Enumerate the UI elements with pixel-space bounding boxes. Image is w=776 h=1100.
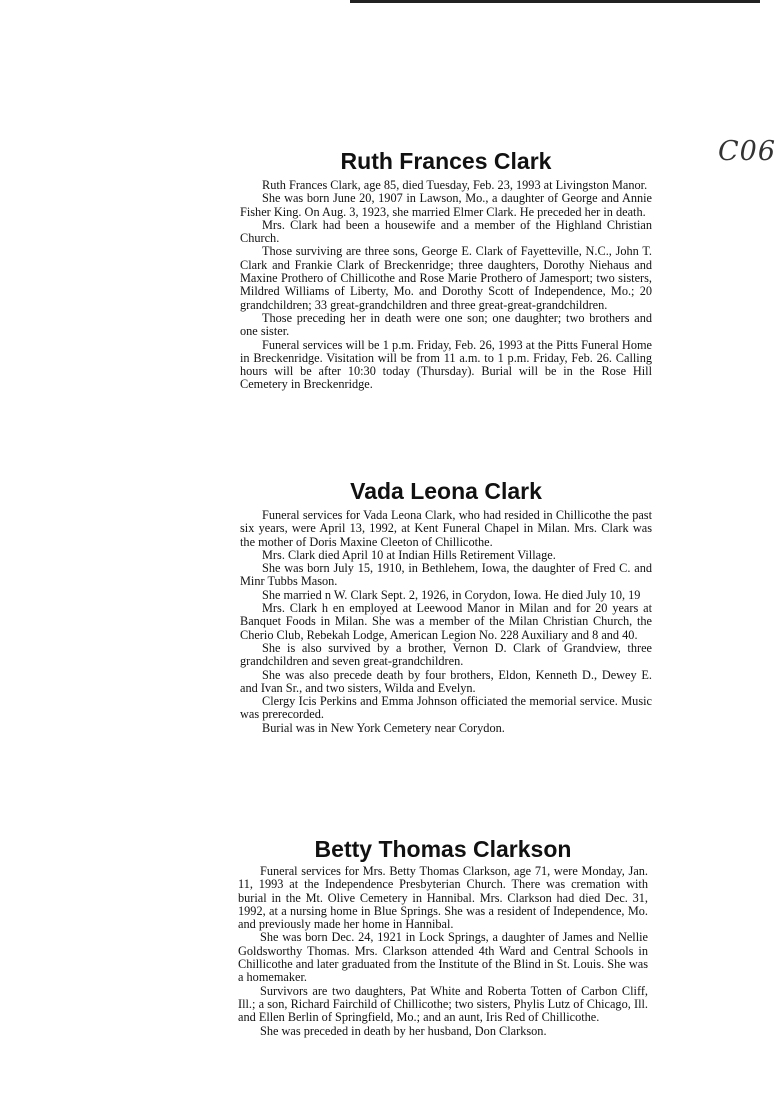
obituary-paragraph: Ruth Frances Clark, age 85, died Tuesday, Feb. 23, 1993 at Livingston Manor. [262,178,648,192]
obituary-ruth-frances-clark [240,148,652,392]
obituary-paragraph: Funeral services will be 1 p.m. Friday, Feb. 26, 1993 at the Pitts Funeral Home in Breckenridge. Visitation will be from 11 a.m. to 1 p.m. Friday, Feb. 26. Calling hours will be after 10:30 today (Thursday). Burial will be in the Rose Hill Cemetery in Breckenridge. [240,337,652,392]
obituary-paragraph: Those preceding her in death were one son; one daughter; two brothers and one sister. [240,310,652,339]
obituary-paragraph: Mrs. Clark had been a housewife and a member of the Highland Christian Church. [240,217,652,246]
obituary-paragraph: She is also survived by a brother, Vernon D. Clark of Grandview, three grandchildren and seven great-grandchildren. [240,640,652,669]
obituary-paragraph: She was born July 15, 1910, in Bethlehem, Iowa, the daughter of Fred C. and Minr Tubbs Mason. [240,561,652,589]
obituary-paragraph: She was also precede death by four brothers, Eldon, Kenneth D., Dewey E. and Ivan Sr., and two sisters, Wilda and Evelyn. [240,667,652,695]
obituary-paragraph: Mrs. Clark died April 10 at Indian Hills Retirement Village. [262,547,556,562]
obituary-paragraph: She married n W. Clark Sept. 2, 1926, in Corydon, Iowa. He died July 10, 19 [262,587,641,602]
obituary-title: Betty Thomas Clarkson [314,836,572,862]
obituary-paragraph: She was born Dec. 24, 1921 in Lock Springs, a daughter of James and Nellie Goldsworthy Thomas. Mrs. Clarkson attended 4th Ward and Central Schools in Chillicothe and later graduated from the Institute of the Blind in St. Louis. She was a homemaker. [238,930,648,985]
handwritten-note: C06 [718,136,776,167]
obituary-paragraph: Clergy Icis Perkins and Emma Johnson officiated the memorial service. Music was prerecorded. [240,694,652,722]
obituary-vada-leona-clark [240,478,652,735]
obituary-paragraph: Funeral services for Vada Leona Clark, who had resided in Chillicothe the past six years, were April 13, 1992, at Kent Funeral Chapel in Milan. Mrs. Clark was the mother of Doris Maxine Cleeton of Chillicothe. [240,508,652,549]
obituary-paragraph: Those surviving are three sons, George E. Clark of Fayetteville, N.C., John T. Clark and Frankie Clark of Breckenridge; three daughters, Dorothy Niehaus and Maxine Prothero of Chillicothe and Rose Marie Prothero of Jamesport; two sisters, Mildred Williams of Liberty, Mo. and Dorothy Scott of Independence, Mo.; 20 grandchildren; 33 great-grandchildren and three great-great-grandchildren. [240,244,652,312]
top-edge-line [350,0,760,3]
obituary-title: Ruth Frances Clark [340,148,552,174]
obituary-paragraph: Mrs. Clark h en employed at Leewood Manor in Milan and for 20 years at Banquet Foods in Milan. She was a member of the Milan Christian Church, the Cherio Club, Rebekah Lodge, American Legion No. 228 Auxiliary and 8 and 40. [240,601,652,642]
obituary-paragraph: Funeral services for Mrs. Betty Thomas Clarkson, age 71, were Monday, Jan. 11, 1993 at the Independence Presbyterian Church. There was cremation with burial in the Mt. Olive Cemetery in Hannibal. Mrs. Clarkson had died Dec. 31, 1992, at a nursing home in Blue Springs. She was a resident of Independence, Mo. and previously made her home in Hannibal. [238,864,648,932]
obituary-paragraph: She was born June 20, 1907 in Lawson, Mo., a daughter of George and Annie Fisher King. On Aug. 3, 1923, she married Elmer Clark. He preceded her in death. [240,191,652,219]
obituary-title: Vada Leona Clark [350,478,542,504]
obituary-paragraph: Survivors are two daughters, Pat White and Roberta Totten of Carbon Cliff, Ill.; a son, Richard Fairchild of Chillicothe; two sisters, Phylis Lutz of Chicago, Ill. and Ellen Berlin of Springfield, Mo.; and an aunt, Iris Red of Chillicothe. [238,983,648,1025]
obituary-paragraph: She was preceded in death by her husband, Don Clarkson. [260,1023,547,1038]
obituary-betty-thomas-clarkson [238,836,648,1038]
obituary-paragraph: Burial was in New York Cemetery near Corydon. [262,720,505,735]
